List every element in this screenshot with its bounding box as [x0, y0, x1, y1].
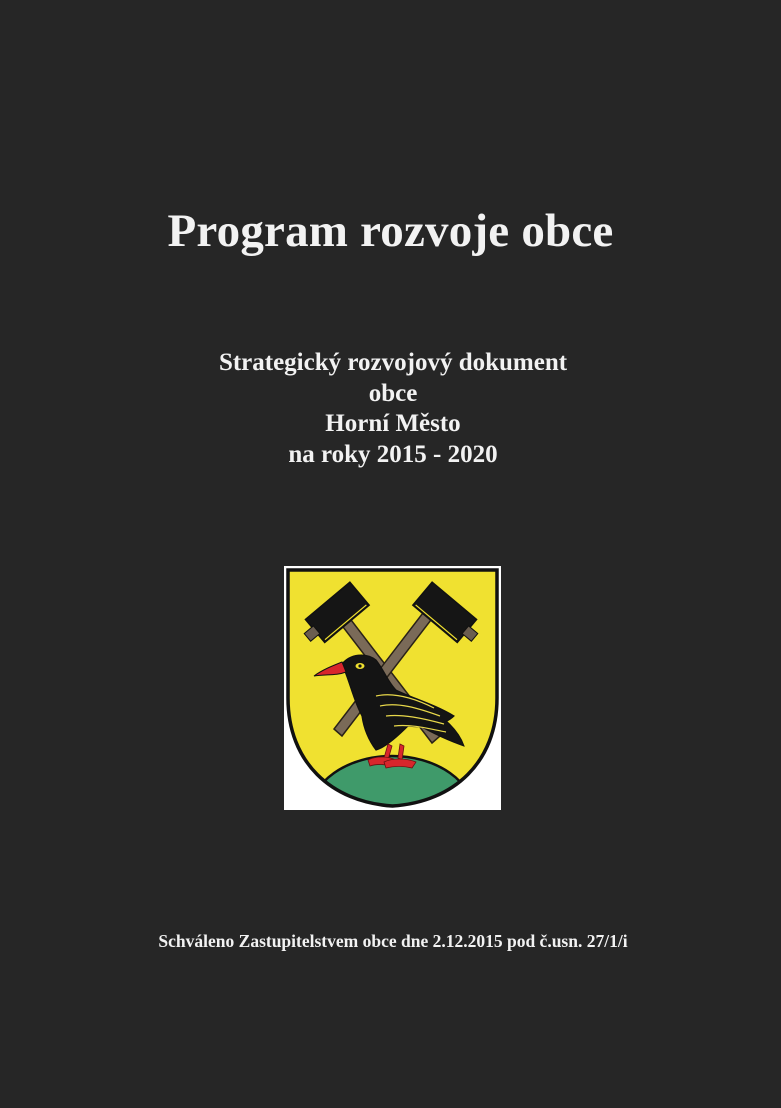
- approval-note: Schváleno Zastupitelstvem obce dne 2.12.2015 pod č.usn. 27/1/i: [158, 931, 628, 951]
- subtitle-line-4: na roky 2015 - 2020: [288, 440, 498, 468]
- subtitle-line-1: Strategický rozvojový dokument: [218, 349, 568, 376]
- coat-of-arms-image: [284, 566, 501, 810]
- subtitle-line-2: obce: [368, 379, 418, 407]
- subtitle-line-3: Horní Město: [325, 410, 461, 437]
- document-title: Program rozvoje obce: [167, 205, 614, 257]
- coat-of-arms-icon: [284, 566, 501, 810]
- document-subtitle: [0, 348, 781, 470]
